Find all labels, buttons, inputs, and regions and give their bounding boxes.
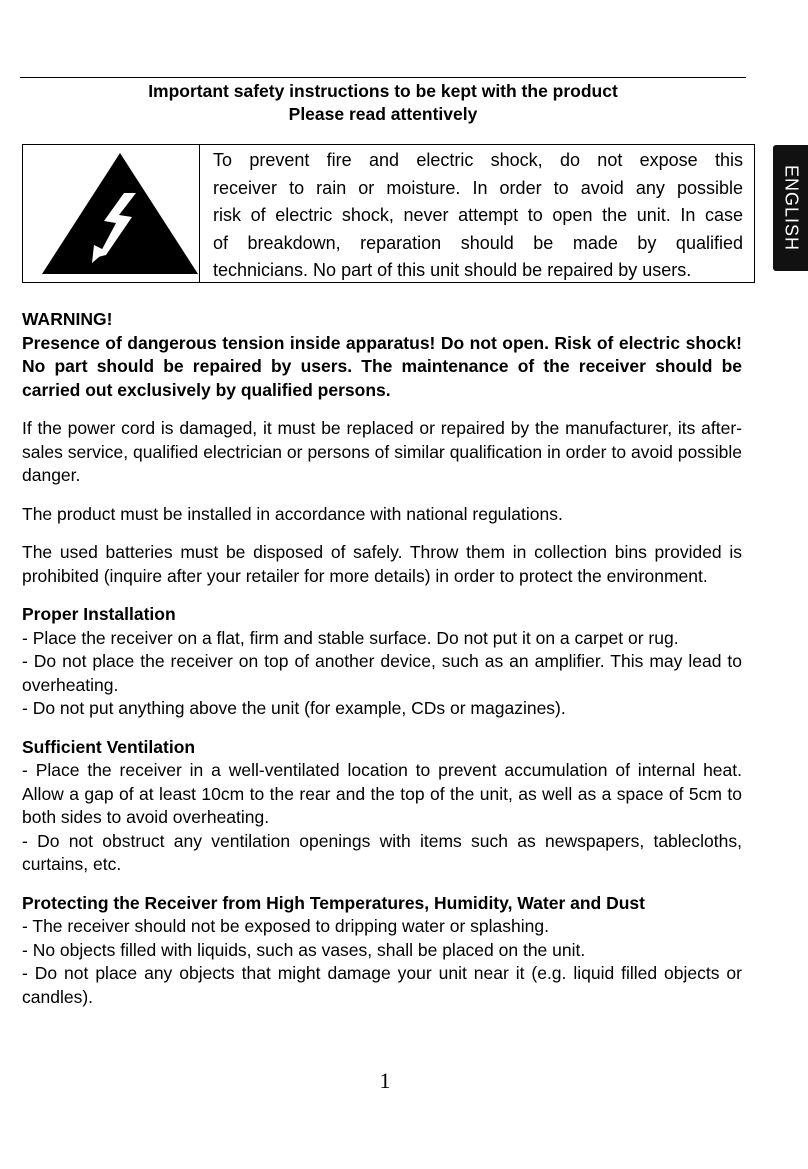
page-title	[20, 80, 746, 125]
list-item: - Place the receiver in a well-ventilated location to prevent accumulation of internal heat. Allow a gap of at least 10cm to the rear and the top of the unit, as well as a space of 5cm to both sides to avoid overheating.	[22, 760, 742, 827]
language-tab-label: ENGLISH	[781, 164, 801, 252]
list-item: - Do not put anything above the unit (for example, CDs or magazines).	[22, 698, 566, 718]
batteries-paragraph: The used batteries must be disposed of safely. Throw them in collection bins provided is prohibited (inquire after your retailer for more details) in order to protect the environment.	[22, 542, 742, 586]
warning-box-line: To prevent fire and electric shock, do not expose this	[213, 150, 743, 170]
list-item: - The receiver should not be exposed to dripping water or splashing.	[22, 916, 549, 936]
section-heading: Sufficient Ventilation	[22, 736, 196, 757]
safety-warning-box	[22, 144, 755, 283]
power-cord-paragraph: If the power cord is damaged, it must be replaced or repaired by the manufacturer, its after-sales service, qualified electrician or persons of similar qualification in order to avoid possible danger.	[22, 418, 742, 485]
regulations-paragraph: The product must be installed in accordance with national regulations.	[22, 503, 563, 524]
title-line-1: Important safety instructions to be kept with the product	[148, 81, 618, 101]
warning-box-text	[213, 147, 743, 285]
protection-section	[22, 892, 742, 1010]
list-item: - Do not place the receiver on top of another device, such as an amplifier. This may lead to overheating.	[22, 651, 742, 695]
warning-box-line: of breakdown, reparation should be made by qualified	[213, 232, 743, 253]
warning-icon-cell	[23, 145, 200, 282]
warning-title: WARNING!	[22, 309, 113, 329]
title-line-2: Please read attentively	[288, 103, 478, 124]
list-item: - Do not obstruct any ventilation openings with items such as newspapers, tablecloths, curtains, etc.	[22, 830, 742, 874]
warning-box-line: risk of electric shock, never attempt to open the unit. In case	[213, 205, 743, 225]
ventilation-section	[22, 736, 742, 877]
document-body	[22, 308, 742, 1024]
page-number: 1	[379, 1068, 391, 1093]
language-tab	[773, 145, 808, 271]
list-item: - Do not place any objects that might damage your unit near it (e.g. liquid filled objects or candles).	[22, 963, 742, 1007]
warning-text: Presence of dangerous tension inside apparatus! Do not open. Risk of electric shock! No part should be repaired by users. The maintenance of the receiver should be carried out exclusively by qualified persons.	[22, 332, 742, 400]
warning-box-line: receiver to rain or moisture. In order to avoid any possible	[213, 177, 743, 198]
header-rule	[20, 77, 746, 78]
electric-shock-warning-triangle-icon	[40, 151, 200, 276]
list-item: - No objects filled with liquids, such as vases, shall be placed on the unit.	[22, 939, 586, 960]
section-heading: Protecting the Receiver from High Temperatures, Humidity, Water and Dust	[22, 892, 645, 913]
warning-box-line: technicians. No part of this unit should be repaired by users.	[213, 260, 692, 280]
section-heading: Proper Installation	[22, 604, 176, 624]
installation-section	[22, 603, 742, 721]
list-item: - Place the receiver on a flat, firm and stable surface. Do not put it on a carpet or rug.	[22, 627, 679, 648]
